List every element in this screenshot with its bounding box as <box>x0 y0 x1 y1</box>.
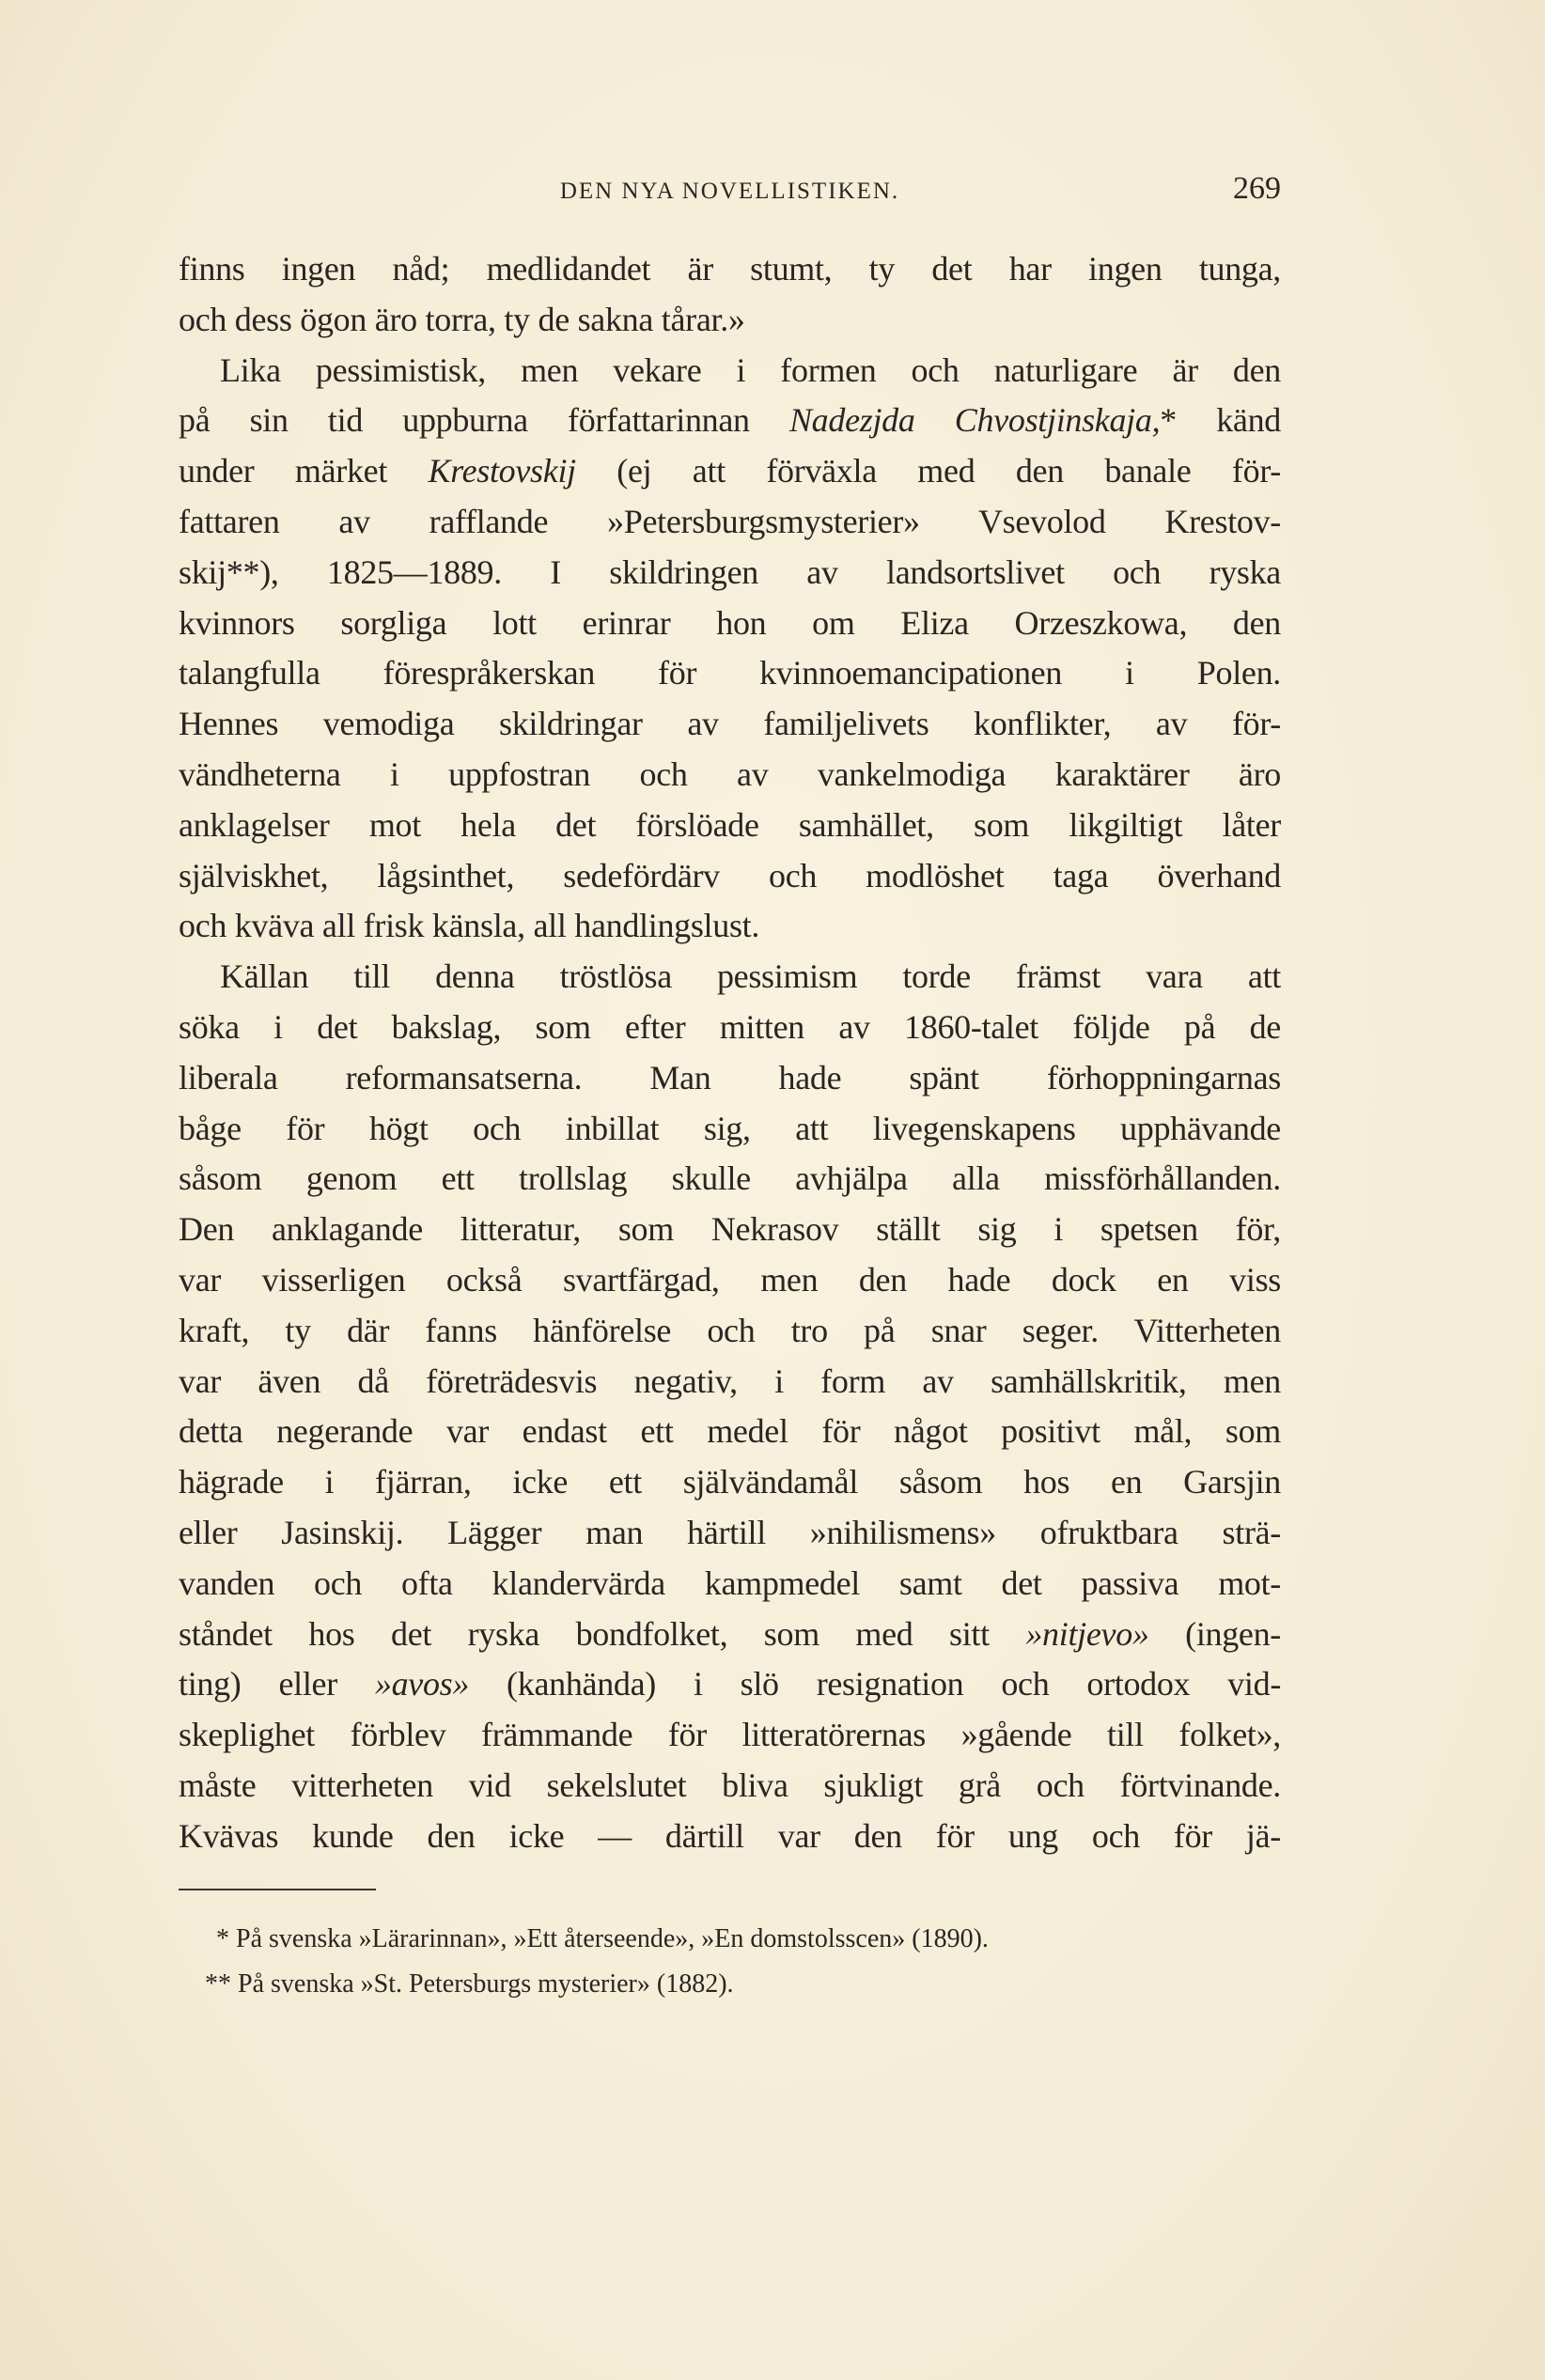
text-line: vanden och ofta klandervärda kampmedel samt det passiva mot- <box>179 1563 1281 1602</box>
text-line: Hennes vemodiga skildringar av familjelivets konflikter, av för- <box>179 705 1281 743</box>
text-line: skeplighet förblev främmande för litteratörernas »gående till folket», <box>179 1716 1281 1754</box>
text-line <box>179 396 1281 446</box>
text-line: liberala reformansatserna. Man hade spänt förhoppningarnas <box>179 1058 1281 1097</box>
text-line: eller Jasinskij. Lägger man härtill »nihilismens» ofruktbara strä- <box>179 1513 1281 1551</box>
page-number: 269 <box>1233 171 1281 206</box>
text-segment: * känd <box>1160 401 1281 440</box>
running-title: DEN NYA NOVELLISTIKEN. <box>559 179 900 204</box>
footnote-1: * På svenska »Lärarinnan», »Ett återseende», »En domstolsscen» (1890). <box>216 1924 989 1953</box>
text-line: kvinnors sorgliga lott erinrar hon om Eliza Orzeszkowa, den <box>179 603 1281 642</box>
italic-text: »avos» <box>374 1665 470 1703</box>
text-line: och kväva all frisk känsla, all handlingslust. <box>179 907 760 945</box>
text-line: skij**), 1825—1889. I skildringen av landsortslivet och ryska <box>179 552 1281 591</box>
text-line: finns ingen nåd; medlidandet är stumt, ty det har ingen tunga, <box>179 250 1281 288</box>
text-line: söka i det bakslag, som efter mitten av 1860-talet följde på de <box>179 1007 1281 1046</box>
text-line: vändheterna i uppfostran och av vankelmodiga karaktärer äro <box>179 754 1281 793</box>
text-line: talangfulla förespråkerskan för kvinnoemancipationen i Polen. <box>179 654 1281 692</box>
text-line: var visserligen också svartfärgad, men den hade dock en viss <box>179 1260 1281 1299</box>
page-header <box>179 171 1281 212</box>
text-line: hägrade i fjärran, icke ett självändamål såsom hos en Garsjin <box>179 1463 1281 1501</box>
text-segment: ting) eller <box>179 1665 375 1703</box>
text-line: Den anklagande litteratur, som Nekrasov ställt sig i spetsen för, <box>179 1210 1281 1249</box>
text-line: fattaren av rafflande »Petersburgsmysterier» Vsevolod Krestov- <box>179 502 1281 540</box>
text-line: själviskhet, lågsinthet, sedefördärv och modlöshet taga överhand <box>179 856 1281 894</box>
italic-text: Nadezjda Chvostjinskaja, <box>788 401 1161 440</box>
text-segment: på sin tid uppburna författarinnan <box>179 401 789 440</box>
footnote-divider <box>179 1889 376 1890</box>
text-line: Källan till denna tröstlösa pessimism torde främst vara att <box>220 957 1281 996</box>
text-line: båge för högt och inbillat sig, att livegenskapens upphävande <box>179 1109 1281 1147</box>
text-line: detta negerande var endast ett medel för något positivt mål, som <box>179 1412 1281 1451</box>
text-line <box>179 1659 1281 1710</box>
text-segment: (ingen- <box>1148 1614 1281 1653</box>
text-segment: (kanhända) i slö resignation och ortodox vid- <box>469 1665 1282 1703</box>
footnotes <box>179 1917 1281 2007</box>
text-line: måste vitterheten vid sekelslutet bliva sjukligt grå och förtvinande. <box>179 1766 1281 1804</box>
text-line: var även då företrädesvis negativ, i form av samhällskritik, men <box>179 1361 1281 1400</box>
italic-text: »nitjevo» <box>1025 1614 1149 1653</box>
italic-text: Krestovskij <box>428 452 576 490</box>
text-line <box>179 446 1281 497</box>
text-segment: under märket <box>179 452 429 490</box>
text-segment: (ej att förväxla med den banale för- <box>575 452 1281 490</box>
text-line: anklagelser mot hela det förslöade samhället, som likgiltigt låter <box>179 805 1281 844</box>
text-segment: ståndet hos det ryska bondfolket, som med sitt <box>179 1614 1026 1653</box>
text-line: såsom genom ett trollslag skulle avhjälpa alla missförhållanden. <box>179 1159 1281 1198</box>
body-text <box>179 244 1281 1862</box>
footnote-2: ** På svenska »St. Petersburgs mysterier» (1882). <box>205 1969 734 1999</box>
text-line: Kvävas kunde den icke — därtill var den för ung och för jä- <box>179 1816 1281 1855</box>
text-line <box>179 1610 1281 1660</box>
text-line: Lika pessimistisk, men vekare i formen och naturligare är den <box>220 350 1281 389</box>
text-line: och dess ögon äro torra, ty de sakna tårar.» <box>179 300 745 338</box>
text-line: kraft, ty där fanns hänförelse och tro på snar seger. Vitterheten <box>179 1311 1281 1349</box>
